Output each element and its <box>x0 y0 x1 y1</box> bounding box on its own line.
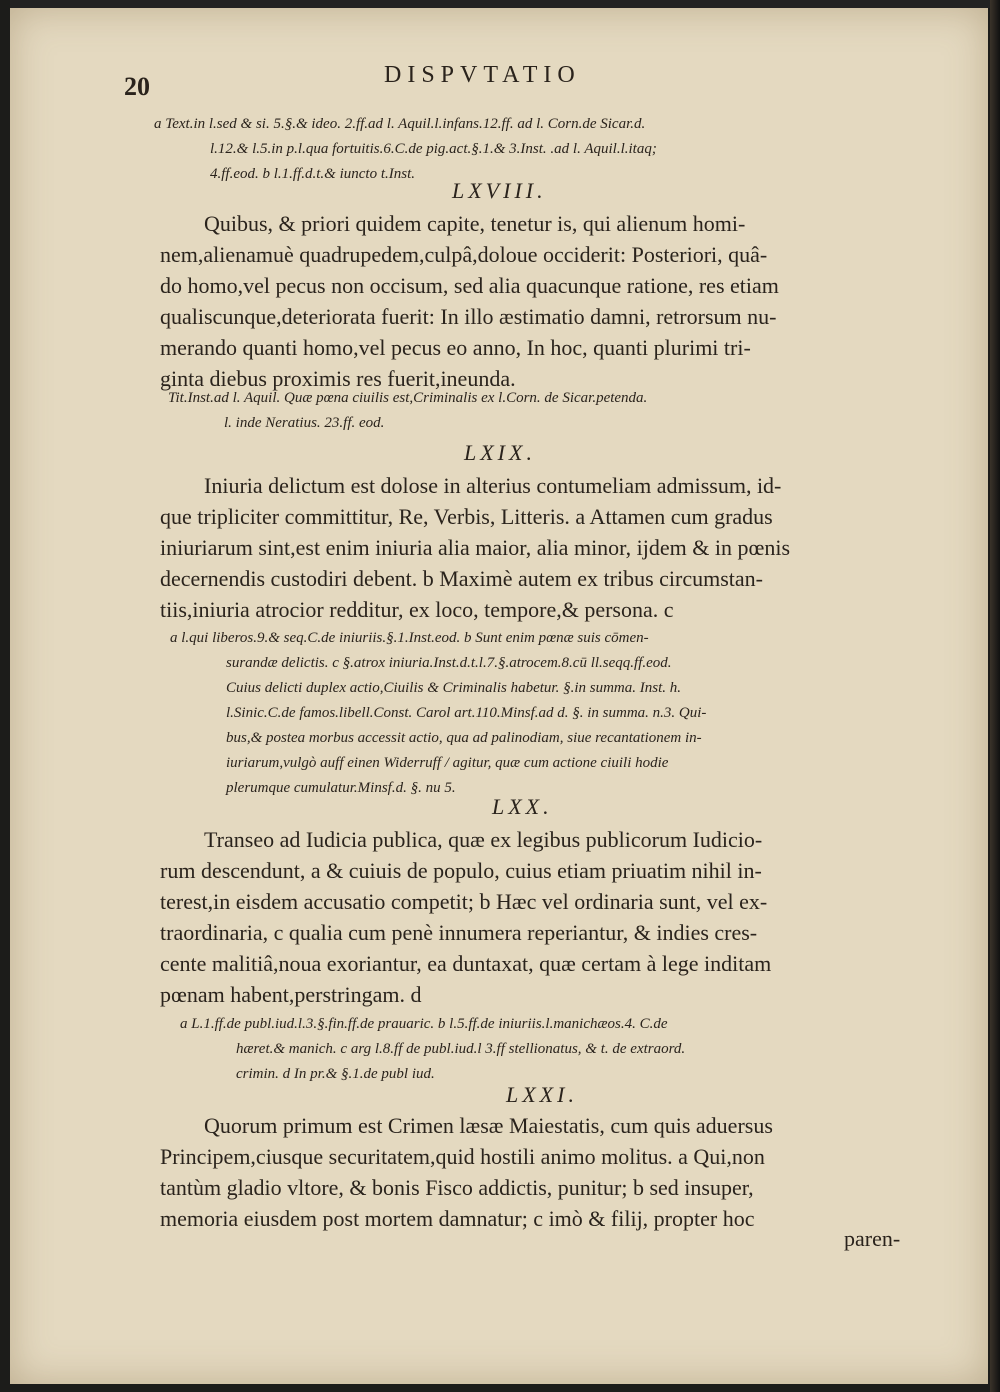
scan-right-border <box>990 0 1000 1392</box>
paragraph-line: merando quanti homo,vel pecus eo anno, In hoc, quanti plurimi tri- <box>160 335 751 360</box>
footnote-line: bus,& postea morbus accessit actio, qua ad palinodiam, siue recantationem in- <box>226 730 702 746</box>
footnote-line: a Text.in l.sed & si. 5.§.& ideo. 2.ff.ad l. Aquil.l.infans.12.ff. ad l. Corn.de Sicar.d. <box>154 116 646 132</box>
paragraph-line: Quibus, & priori quidem capite, tenetur is, qui alienum homi- <box>204 211 746 236</box>
paragraph-line: tiis,iniuria atrocior redditur, ex loco, tempore,& persona. c <box>160 597 674 622</box>
paragraph <box>160 1110 773 1234</box>
footnote-line: surandæ delictis. c §.atrox iniuria.Inst.d.t.l.7.§.atrocem.8.cū ll.seqq.ff.eod. <box>226 655 672 671</box>
paragraph-line: ginta diebus proximis res fuerit,ineunda. <box>160 366 516 391</box>
paragraph <box>160 470 790 625</box>
running-title: DISPVTATIO <box>384 62 581 88</box>
footnote-line: l.12.& l.5.in p.l.qua fortuitis.6.C.de pig.act.§.1.& 3.Inst. .ad l. Aquil.l.itaq; <box>210 141 657 157</box>
footnote-block <box>154 112 657 187</box>
paragraph-line: qualiscunque,deteriorata fuerit: In illo æstimatio damni, retrorsum nu- <box>160 304 777 329</box>
paragraph-line: que tripliciter committitur, Re, Verbis, Litteris. a Attamen cum gradus <box>160 504 773 529</box>
paragraph-line: do homo,vel pecus non occisum, sed alia quacunque ratione, res etiam <box>160 273 779 298</box>
paragraph-line: iniuriarum sint,est enim iniuria alia maior, alia minor, ijdem & in pœnis <box>160 535 791 560</box>
section-heading: LXXI. <box>506 1082 578 1107</box>
footnote-line: a l.qui liberos.9.& seq.C.de iniuriis.§.1.Inst.eod. b Sunt enim pœnæ suis cōmen- <box>170 630 649 646</box>
paragraph-line: Principem,ciusque securitatem,quid hostili animo molitus. a Qui,non <box>160 1144 765 1169</box>
paragraph-line: pœnam habent,perstringam. d <box>160 982 422 1007</box>
footnote-block <box>180 1012 685 1087</box>
paragraph-line: terest,in eisdem accusatio competit; b Hæc vel ordinaria sunt, vel ex- <box>160 889 768 914</box>
footnote-line: 4.ff.eod. b l.1.ff.d.t.& iuncto t.Inst. <box>210 166 415 182</box>
paragraph-line: traordinaria, c qualia cum penè innumera reperiantur, & indies cres- <box>160 920 758 945</box>
section-heading: LXIX. <box>464 440 536 465</box>
paragraph-line: rum descendunt, a & cuiuis de populo, cuius etiam priuatim nihil in- <box>160 858 762 883</box>
footnote-line: hæret.& manich. c arg l.8.ff de publ.iud.l 3.ff stellionatus, & t. de extraord. <box>236 1041 686 1057</box>
footnote-line: Tit.Inst.ad l. Aquil. Quæ pœna ciuilis est,Criminalis ex l.Corn. de Sicar.petenda. <box>168 390 648 406</box>
paragraph-line: Iniuria delictum est dolose in alterius contumeliam admissum, id- <box>204 473 782 498</box>
footnote-line: l.Sinic.C.de famos.libell.Const. Carol art.110.Minsf.ad d. §. in summa. n.3. Qui- <box>226 705 707 721</box>
paragraph-line: Transeo ad Iudicia publica, quæ ex legibus publicorum Iudicio- <box>204 827 763 852</box>
paragraph-line: decernendis custodiri debent. b Maximè autem ex tribus circumstan- <box>160 566 763 591</box>
footnote-line: crimin. d In pr.& §.1.de publ iud. <box>236 1066 435 1082</box>
page-number: 20 <box>124 72 150 101</box>
footnote-line: iuriarum,vulgò auff einen Widerruff / agitur, quæ cum actione ciuili hodie <box>226 755 669 771</box>
footnote-line: plerumque cumulatur.Minsf.d. §. nu 5. <box>226 780 456 796</box>
footnote-line: Cuius delicti duplex actio,Ciuilis & Criminalis habetur. §.in summa. Inst. h. <box>226 680 682 696</box>
paragraph <box>160 208 779 394</box>
footnote-line: a L.1.ff.de publ.iud.l.3.§.fin.ff.de prauaric. b l.5.ff.de iniuriis.l.manichæos.4. C.de <box>180 1016 668 1032</box>
footnote-line: l. inde Neratius. 23.ff. eod. <box>224 415 385 431</box>
paragraph-line: cente malitiâ,noua exoriantur, ea duntaxat, quæ certam à lege inditam <box>160 951 772 976</box>
section-heading: LXVIII. <box>452 178 547 203</box>
scan-top-border <box>10 0 1000 8</box>
paragraph-line: memoria eiusdem post mortem damnatur; c imò & filij, propter hoc <box>160 1206 755 1231</box>
paragraph-line: Quorum primum est Crimen læsæ Maiestatis, cum quis aduersus <box>204 1113 773 1138</box>
paragraph-line: tantùm gladio vltore, & bonis Fisco addictis, punitur; b sed insuper, <box>160 1175 754 1200</box>
section-heading: LXX. <box>492 794 553 819</box>
paragraph-line: nem,alienamuè quadrupedem,culpâ,doloue occiderit: Posteriori, quâ- <box>160 242 768 267</box>
footnote-block <box>168 386 647 436</box>
paragraph <box>160 824 771 1010</box>
footnote-block <box>170 626 706 801</box>
catchword: paren- <box>844 1226 901 1251</box>
